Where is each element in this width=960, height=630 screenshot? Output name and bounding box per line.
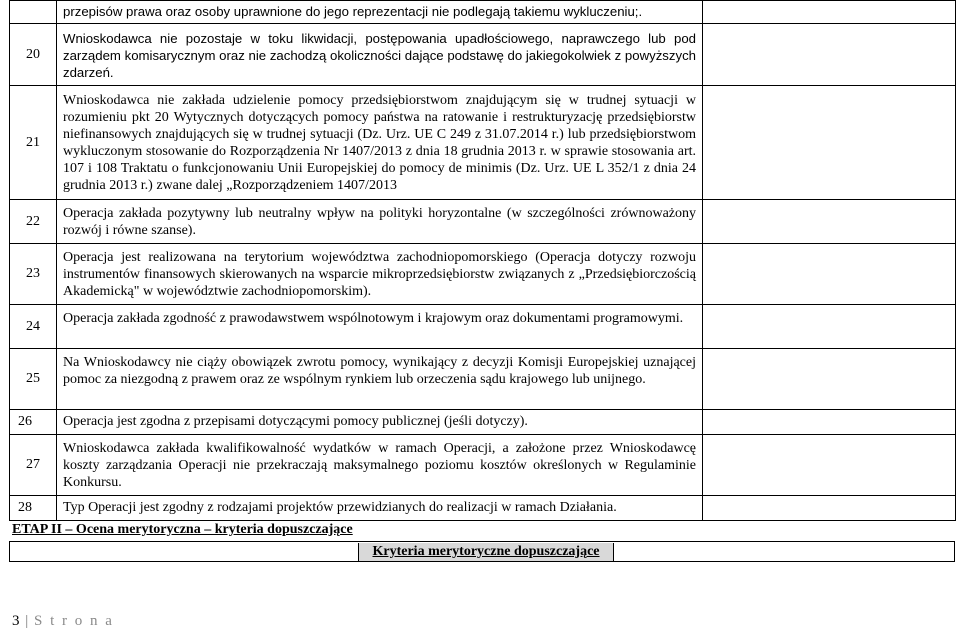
row-text: przepisów prawa oraz osoby uprawnione do jego reprezentacji nie podlegają takiemu wykluczeniu;. xyxy=(57,1,703,24)
table-row xyxy=(10,24,956,86)
row-extra-cell xyxy=(703,24,956,86)
criteria-header-box xyxy=(9,541,955,562)
row-text: Typ Operacji jest zgodny z rodzajami projektów przewidzianych do realizacji w ramach Działania. xyxy=(57,496,703,521)
row-text: Operacja jest zgodna z przepisami dotyczącymi pomocy publicznej (jeśli dotyczy). xyxy=(57,410,703,435)
table-row xyxy=(10,410,956,435)
row-number: 23 xyxy=(10,244,57,305)
table-row xyxy=(10,86,956,200)
row-extra-cell xyxy=(703,435,956,496)
row-extra-cell xyxy=(703,244,956,305)
row-number: 26 xyxy=(10,410,57,435)
page-footer xyxy=(12,613,114,630)
row-number: 24 xyxy=(10,305,57,349)
row-text: Wnioskodawca nie pozostaje w toku likwidacji, postępowania upadłościowego, naprawczego lub pod zarządem komisarycznym oraz nie zachodzą okoliczności dające podstawę do jakiegokolwiek z powyższych zdarzeń. xyxy=(57,24,703,86)
row-text: Operacja jest realizowana na terytorium województwa zachodniopomorskiego (Operacja dotyczy rozwoju instrumentów finansowych skierowanych na wsparcie mikroprzedsiębiorstw związanych z „Przedsiębiorczością Akademicką" w województwie zachodniopomorskim). xyxy=(57,244,703,305)
table-row xyxy=(10,496,956,521)
section-heading: ETAP II – Ocena merytoryczna – kryteria dopuszczające xyxy=(12,522,353,537)
row-text: Operacja zakłada zgodność z prawodawstwem wspólnotowym i krajowym oraz dokumentami programowymi. xyxy=(57,305,703,349)
row-number: 28 xyxy=(10,496,57,521)
row-extra-cell xyxy=(703,86,956,200)
row-number xyxy=(10,1,57,24)
table-row xyxy=(10,200,956,244)
criteria-table xyxy=(9,0,956,521)
row-number: 22 xyxy=(10,200,57,244)
footer-separator: | xyxy=(25,613,29,629)
row-text: Wnioskodawca zakłada kwalifikowalność wydatków w ramach Operacji, a założone przez Wnioskodawcę koszty zarządzania Operacji nie przekraczają maksymalnego poziomu kosztów określonych w Regulaminie Konkursu. xyxy=(57,435,703,496)
footer-word: S t r o n a xyxy=(34,613,114,629)
table-row xyxy=(10,435,956,496)
row-extra-cell xyxy=(703,496,956,521)
row-text: Wnioskodawca nie zakłada udzielenie pomocy przedsiębiorstwom znajdującym się w trudnej sytuacji w rozumieniu pkt 20 Wytycznych dotyczących pomocy państwa na ratowanie i restrukturyzację przedsiębiorstw niefinansowych znajdujących się w trudnej sytuacji (Dz. Urz. UE C 249 z 31.07.2014 r.) lub przedsiębiorstwom wykluczonym stosowanie do Rozporządzenia Nr 1407/2013 z dnia 18 grudnia 2013 r. w sprawie stosowania art. 107 i 108 Traktatu o funkcjonowaniu Unii Europejskiej do pomocy de minimis (Dz. Urz. UE L 352/1 z dnia 24 grudnia 2013 r.) zwane dalej „Rozporządzeniem 1407/2013 xyxy=(57,86,703,200)
row-extra-cell xyxy=(703,200,956,244)
row-extra-cell xyxy=(703,410,956,435)
row-extra-cell xyxy=(703,1,956,24)
table-row xyxy=(10,244,956,305)
row-number: 20 xyxy=(10,24,57,86)
criteria-header-label: Kryteria merytoryczne dopuszczające xyxy=(358,543,614,561)
table-row xyxy=(10,349,956,410)
page-number: 3 xyxy=(12,613,20,629)
row-text: Na Wnioskodawcy nie ciąży obowiązek zwrotu pomocy, wynikający z decyzji Komisji Europejskiej uznającej pomoc za niezgodną z prawem oraz ze wspólnym rynkiem lub orzeczenia sądu krajowego lub unijnego. xyxy=(57,349,703,410)
row-number: 21 xyxy=(10,86,57,200)
row-extra-cell xyxy=(703,305,956,349)
table-row xyxy=(10,1,956,24)
row-text: Operacja zakłada pozytywny lub neutralny wpływ na polityki horyzontalne (w szczególności zrównoważony rozwój i równe szanse). xyxy=(57,200,703,244)
table-row xyxy=(10,305,956,349)
row-extra-cell xyxy=(703,349,956,410)
row-number: 25 xyxy=(10,349,57,410)
row-number: 27 xyxy=(10,435,57,496)
